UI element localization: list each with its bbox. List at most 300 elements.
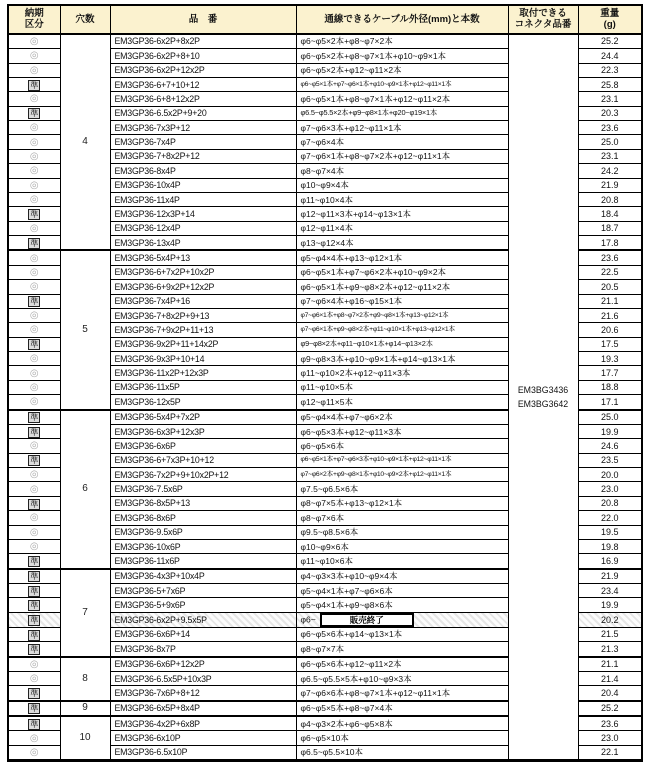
delivery-mark-cell — [8, 410, 60, 425]
part-number-cell: EM3GP36-9.5x6P — [110, 525, 296, 539]
cable-spec-cell — [296, 49, 508, 63]
weight-cell: 19.5 — [578, 525, 642, 539]
weight-cell: 23.4 — [578, 584, 642, 598]
stock-mark-icon: ◎ — [29, 673, 39, 685]
part-number-cell: EM3GP36-8x5P+13 — [110, 496, 296, 510]
semi-standard-mark-icon: 準 — [30, 719, 39, 729]
delivery-mark-cell — [8, 453, 60, 467]
delivery-mark-cell — [8, 584, 60, 598]
cable-spec-text: φ11~φ10×2本+φ12~φ11×3本 — [300, 368, 411, 379]
cable-spec-text: φ6~φ5×6本 — [300, 440, 345, 451]
weight-cell: 23.0 — [578, 731, 642, 745]
weight-cell: 20.4 — [578, 686, 642, 701]
cable-spec-cell — [296, 294, 508, 308]
cable-spec-cell — [296, 598, 508, 612]
weight-cell: 21.3 — [578, 642, 642, 657]
delivery-mark-cell — [8, 178, 60, 192]
cable-spec-text: φ7~φ6×4本 — [300, 137, 345, 148]
part-number-cell: EM3GP36-6x10P — [110, 731, 296, 745]
cable-spec-text: φ8~φ7×7本 — [300, 643, 345, 654]
part-number-cell: EM3GP36-12x4P — [110, 221, 296, 235]
delivery-mark-cell — [8, 77, 60, 91]
stock-mark-icon: ◎ — [29, 266, 39, 278]
weight-cell: 22.0 — [578, 511, 642, 525]
cable-spec-cell — [296, 77, 508, 91]
cable-spec-cell — [296, 280, 508, 294]
part-number-cell: EM3GP36-7+9x2P+11+13 — [110, 323, 296, 337]
stock-mark-icon: ◎ — [29, 541, 39, 553]
stock-mark-icon: ◎ — [29, 122, 39, 134]
cable-spec-cell — [296, 410, 508, 425]
semi-standard-mark-icon: 準 — [30, 238, 39, 248]
stock-mark-icon: ◎ — [29, 353, 39, 365]
part-number-cell: EM3GP36-6.5x2P+9+20 — [110, 106, 296, 120]
stock-mark-icon: ◎ — [29, 281, 39, 293]
semi-standard-mark-icon: 準 — [30, 644, 39, 654]
weight-cell: 19.9 — [578, 424, 642, 438]
cable-spec-cell — [296, 657, 508, 672]
delivery-mark-cell — [8, 323, 60, 337]
cable-spec-cell — [296, 453, 508, 467]
stock-mark-icon: ◎ — [29, 512, 39, 524]
delivery-mark-cell — [8, 294, 60, 308]
weight-cell: 23.6 — [578, 250, 642, 265]
header-weight-line1: 重量 — [600, 8, 620, 19]
delivery-mark-cell — [8, 337, 60, 351]
weight-cell: 20.2 — [578, 612, 642, 627]
cable-spec-text: φ6.5~φ5.5×2本+φ9~φ8×1本+φ20~φ19×1本 — [300, 108, 438, 118]
stock-mark-icon: ◎ — [29, 440, 39, 452]
cable-spec-text: φ7~φ6×6本+φ8~φ7×1本+φ12~φ11×1本 — [300, 687, 451, 698]
weight-cell: 20.8 — [578, 192, 642, 206]
header-row — [8, 5, 642, 34]
delivery-mark-cell — [8, 554, 60, 569]
cable-spec-text: φ6~φ5×10本 — [300, 733, 349, 744]
weight-cell: 21.4 — [578, 671, 642, 685]
part-number-cell: EM3GP36-4x3P+10x4P — [110, 569, 296, 584]
weight-cell: 21.6 — [578, 308, 642, 322]
delivery-mark-cell — [8, 395, 60, 410]
weight-cell: 21.5 — [578, 627, 642, 641]
semi-standard-mark-icon: 準 — [30, 630, 39, 640]
stock-mark-icon: ◎ — [29, 64, 39, 76]
part-number-cell: EM3GP36-10x6P — [110, 539, 296, 553]
cable-spec-cell — [296, 612, 508, 627]
cable-spec-cell — [296, 701, 508, 716]
part-number-cell: EM3GP36-5+9x6P — [110, 598, 296, 612]
delivery-mark-cell — [8, 250, 60, 265]
stock-mark-icon: ◎ — [29, 483, 39, 495]
weight-cell: 24.4 — [578, 49, 642, 63]
weight-cell: 21.1 — [578, 657, 642, 672]
cable-spec-cell — [296, 63, 508, 77]
cable-spec-cell — [296, 745, 508, 760]
part-number-cell: EM3GP36-5x4P+13 — [110, 250, 296, 265]
col-header-cable: 通線できるケーブル外径(mm)と本数 — [296, 5, 508, 34]
catalog-page — [7, 4, 643, 762]
weight-cell: 19.3 — [578, 352, 642, 366]
delivery-mark-cell — [8, 612, 60, 627]
header-delivery-line1: 納期 — [24, 8, 44, 19]
cable-spec-text: φ4~φ3×2本+φ6~φ5×8本 — [300, 718, 393, 729]
stock-mark-icon: ◎ — [29, 367, 39, 379]
delivery-mark-cell — [8, 686, 60, 701]
weight-cell: 23.5 — [578, 453, 642, 467]
semi-standard-mark-icon: 準 — [30, 80, 39, 90]
cable-spec-text: φ7~φ6×2本+φ9~φ8×1本+φ10~φ9×2本+φ12~φ11×1本 — [300, 470, 452, 478]
cable-spec-text: φ6~φ5×5本+φ8~φ7×4本 — [300, 703, 393, 714]
part-number-cell: EM3GP36-11x6P — [110, 554, 296, 569]
weight-cell: 20.5 — [578, 280, 642, 294]
stock-mark-icon: ◎ — [29, 252, 39, 264]
cable-spec-cell — [296, 121, 508, 135]
cable-spec-cell — [296, 149, 508, 163]
part-number-cell: EM3GP36-7+8x2P+9+13 — [110, 308, 296, 322]
cable-spec-cell — [296, 686, 508, 701]
cable-spec-text: φ6~φ5×6本+φ14~φ13×1本 — [300, 629, 403, 640]
header-weight-line2: (g) — [603, 19, 616, 31]
part-number-cell: EM3GP36-6x2P+8x2P — [110, 34, 296, 49]
semi-standard-mark-icon: 準 — [30, 704, 39, 714]
delivery-mark-cell — [8, 539, 60, 553]
cable-spec-text: φ12~φ11×3本+φ14~φ13×1本 — [300, 208, 412, 219]
semi-standard-mark-icon: 準 — [30, 109, 39, 119]
part-number-cell: EM3GP36-8x4P — [110, 164, 296, 178]
delivery-mark-cell — [8, 149, 60, 163]
weight-cell: 19.8 — [578, 539, 642, 553]
stock-mark-icon: ◎ — [29, 469, 39, 481]
delivery-mark-cell — [8, 207, 60, 221]
part-number-cell: EM3GP36-7.5x6P — [110, 482, 296, 496]
cable-spec-cell — [296, 192, 508, 206]
delivery-mark-cell — [8, 525, 60, 539]
weight-cell: 19.9 — [578, 598, 642, 612]
semi-standard-mark-icon: 準 — [30, 557, 39, 567]
connector-model: EM3BG3436 — [517, 384, 569, 395]
part-number-cell: EM3GP36-6.5x5P+10x3P — [110, 671, 296, 685]
delivery-mark-cell — [8, 236, 60, 251]
part-number-cell: EM3GP36-11x2P+12x3P — [110, 366, 296, 380]
cable-spec-text: φ7~φ6×1本+φ9~φ8×2本+φ11~φ10×1本+φ13~φ12×1本 — [300, 325, 455, 333]
cable-spec-text: φ6~φ5×2本+φ8~φ7×1本+φ10~φ9×1本 — [300, 50, 447, 61]
cable-spec-text: φ5~φ4×1本+φ7~φ6×6本 — [300, 585, 393, 596]
part-number-cell: EM3GP36-7x4P — [110, 135, 296, 149]
part-number-cell: EM3GP36-6+7x3P+10+12 — [110, 453, 296, 467]
cable-spec-cell — [296, 236, 508, 251]
part-number-cell: EM3GP36-6+7+10+12 — [110, 77, 296, 91]
cable-spec-text: φ8~φ7×4本 — [300, 165, 345, 176]
delivery-mark-cell — [8, 280, 60, 294]
delivery-mark-cell — [8, 63, 60, 77]
weight-cell: 25.8 — [578, 77, 642, 91]
delivery-mark-cell — [8, 424, 60, 438]
part-number-cell: EM3GP36-13x4P — [110, 236, 296, 251]
cable-spec-text: φ12~φ11×5本 — [300, 396, 353, 407]
part-number-cell: EM3GP36-6x3P+12x3P — [110, 424, 296, 438]
part-number-cell: EM3GP36-5+7x6P — [110, 584, 296, 598]
delivery-mark-cell — [8, 716, 60, 731]
cable-spec-cell — [296, 164, 508, 178]
cable-spec-cell — [296, 380, 508, 394]
part-number-cell: EM3GP36-6+7x2P+10x2P — [110, 265, 296, 279]
part-number-cell: EM3GP36-6.5x10P — [110, 745, 296, 760]
weight-cell: 22.5 — [578, 265, 642, 279]
cable-spec-cell — [296, 554, 508, 569]
stock-mark-icon: ◎ — [29, 194, 39, 206]
weight-cell: 20.0 — [578, 468, 642, 482]
stock-mark-icon: ◎ — [29, 324, 39, 336]
weight-cell: 21.1 — [578, 294, 642, 308]
semi-standard-mark-icon: 準 — [30, 456, 39, 466]
part-number-cell: EM3GP36-6+8+12x2P — [110, 92, 296, 106]
part-number-cell: EM3GP36-8x7P — [110, 642, 296, 657]
weight-cell: 24.2 — [578, 164, 642, 178]
cable-spec-cell — [296, 642, 508, 657]
weight-cell: 18.7 — [578, 221, 642, 235]
delivery-mark-cell — [8, 701, 60, 716]
cable-spec-text: φ10~φ9×4本 — [300, 180, 349, 191]
cable-spec-cell — [296, 525, 508, 539]
connector-model: EM3BG3642 — [517, 398, 569, 409]
col-header-weight — [578, 5, 642, 34]
part-number-cell: EM3GP36-12x5P — [110, 395, 296, 410]
weight-cell: 23.6 — [578, 716, 642, 731]
part-number-cell: EM3GP36-6x6P — [110, 439, 296, 453]
cable-spec-text: φ6~φ5×1本+φ7~φ6×2本+φ10~φ9×2本 — [300, 267, 447, 278]
delivery-mark-cell — [8, 352, 60, 366]
part-number-cell: EM3GP36-6x6P+14 — [110, 627, 296, 641]
col-header-connector — [508, 5, 578, 34]
weight-cell: 17.8 — [578, 236, 642, 251]
cable-spec-text: φ7~φ6×1本+φ8~φ7×2本+φ12~φ11×1本 — [300, 151, 451, 162]
cable-spec-text: φ6.5~φ5.5×10本 — [300, 747, 364, 758]
delivery-mark-cell — [8, 106, 60, 120]
cable-spec-cell — [296, 221, 508, 235]
delivery-mark-cell — [8, 468, 60, 482]
cable-spec-cell — [296, 395, 508, 410]
delivery-mark-cell — [8, 642, 60, 657]
cable-spec-cell — [296, 207, 508, 221]
cable-spec-cell — [296, 323, 508, 337]
stock-mark-icon: ◎ — [29, 165, 39, 177]
weight-cell: 22.3 — [578, 63, 642, 77]
cable-spec-text: φ4~φ3×3本+φ10~φ9×4本 — [300, 571, 398, 582]
stock-mark-icon: ◎ — [29, 93, 39, 105]
stock-mark-icon: ◎ — [29, 222, 39, 234]
hole-count-cell: 4 — [60, 34, 110, 251]
part-number-cell: EM3GP36-6x2P+9.5x5P — [110, 612, 296, 627]
weight-cell: 23.6 — [578, 121, 642, 135]
stock-mark-icon: ◎ — [29, 746, 39, 758]
delivery-mark-cell — [8, 657, 60, 672]
cable-spec-cell — [296, 439, 508, 453]
cable-spec-cell — [296, 106, 508, 120]
delivery-mark-cell — [8, 221, 60, 235]
weight-cell: 17.7 — [578, 366, 642, 380]
part-number-cell: EM3GP36-11x4P — [110, 192, 296, 206]
cable-spec-text: φ6~φ5×2本+φ8~φ7×2本 — [300, 36, 393, 47]
cable-spec-cell — [296, 671, 508, 685]
semi-standard-mark-icon: 準 — [30, 689, 39, 699]
weight-cell: 25.2 — [578, 34, 642, 49]
delivery-mark-cell — [8, 482, 60, 496]
cable-spec-text: φ9~φ8×2本+φ11~φ10×1本+φ14~φ13×2本 — [300, 339, 433, 349]
cable-spec-cell — [296, 308, 508, 322]
cable-spec-text: φ7~φ6×1本+φ8~φ7×2本+φ9~φ8×1本+φ13~φ12×1本 — [300, 311, 449, 319]
cable-spec-text: φ6~φ5×1本+φ7~φ6×3本+φ10~φ9×1本+φ12~φ11×1本 — [300, 456, 452, 464]
delivery-mark-cell — [8, 496, 60, 510]
cable-spec-text: φ6~φ5×6本+φ12~φ11×2本 — [300, 659, 402, 670]
hole-count-cell: 10 — [60, 716, 110, 761]
part-number-cell: EM3GP36-8x6P — [110, 511, 296, 525]
cable-spec-text: φ10~φ9×6本 — [300, 541, 349, 552]
stock-mark-icon: ◎ — [29, 658, 39, 670]
cable-spec-text: φ6~φ5×1本+φ8~φ7×1本+φ12~φ11×2本 — [300, 93, 451, 104]
weight-cell: 22.1 — [578, 745, 642, 760]
delivery-mark-cell — [8, 135, 60, 149]
delivery-mark-cell — [8, 745, 60, 760]
connector-models-cell — [508, 34, 578, 761]
weight-cell: 25.2 — [578, 701, 642, 716]
weight-cell: 25.0 — [578, 135, 642, 149]
weight-cell: 23.1 — [578, 92, 642, 106]
cable-spec-cell — [296, 135, 508, 149]
weight-cell: 24.6 — [578, 439, 642, 453]
header-connector-line2: コネクタ品番 — [514, 19, 572, 31]
semi-standard-mark-icon: 準 — [30, 615, 39, 625]
part-number-cell: EM3GP36-11x5P — [110, 380, 296, 394]
stock-mark-icon: ◎ — [29, 179, 39, 191]
stock-mark-icon: ◎ — [29, 136, 39, 148]
weight-cell: 17.1 — [578, 395, 642, 410]
cable-spec-text: φ8~φ7×5本+φ13~φ12×1本 — [300, 498, 403, 509]
header-delivery-line2: 区分 — [24, 19, 44, 31]
semi-standard-mark-icon: 準 — [30, 340, 39, 350]
weight-cell: 20.8 — [578, 496, 642, 510]
hole-count-cell: 8 — [60, 657, 110, 701]
weight-cell: 23.0 — [578, 482, 642, 496]
weight-cell: 20.3 — [578, 106, 642, 120]
cable-spec-text: φ9~φ8×3本+φ10~φ9×1本+φ14~φ13×1本 — [300, 353, 456, 364]
semi-standard-mark-icon: 準 — [30, 297, 39, 307]
hole-count-cell: 6 — [60, 410, 110, 569]
hole-count-cell: 9 — [60, 701, 110, 716]
cable-spec-cell — [296, 337, 508, 351]
delivery-mark-cell — [8, 34, 60, 49]
cable-spec-text: φ11~φ10×4本 — [300, 194, 353, 205]
delivery-mark-cell — [8, 627, 60, 641]
cable-spec-cell — [296, 539, 508, 553]
cable-spec-text: φ5~φ4×4本+φ7~φ6×2本 — [300, 412, 393, 423]
spec-table-body — [8, 34, 642, 761]
cable-spec-cell — [296, 424, 508, 438]
cable-spec-cell — [296, 178, 508, 192]
cable-spec-cell — [296, 569, 508, 584]
stock-mark-icon: ◎ — [29, 396, 39, 408]
cable-spec-cell — [296, 468, 508, 482]
semi-standard-mark-icon: 準 — [30, 427, 39, 437]
weight-cell: 18.8 — [578, 380, 642, 394]
delivery-mark-cell — [8, 308, 60, 322]
cable-spec-cell — [296, 92, 508, 106]
semi-standard-mark-icon: 準 — [30, 601, 39, 611]
cable-spec-cell — [296, 366, 508, 380]
weight-cell: 21.9 — [578, 178, 642, 192]
delivery-mark-cell — [8, 164, 60, 178]
cable-spec-text: φ6~φ5×3本+φ12~φ11×3本 — [300, 426, 402, 437]
cable-spec-cell — [296, 584, 508, 598]
delivery-mark-cell — [8, 92, 60, 106]
col-header-delivery — [8, 5, 60, 34]
semi-standard-mark-icon: 準 — [30, 210, 39, 220]
semi-standard-mark-icon: 準 — [30, 499, 39, 509]
delivery-mark-cell — [8, 49, 60, 63]
weight-cell: 23.1 — [578, 149, 642, 163]
semi-standard-mark-icon: 準 — [30, 586, 39, 596]
weight-cell: 17.5 — [578, 337, 642, 351]
cable-spec-text: φ6~φ5×1本+φ9~φ8×2本+φ12~φ11×2本 — [300, 281, 451, 292]
cable-spec-text: φ11~φ10×6本 — [300, 555, 353, 566]
cable-spec-cell — [296, 265, 508, 279]
cable-spec-cell — [296, 482, 508, 496]
stock-mark-icon: ◎ — [29, 150, 39, 162]
cable-spec-text: φ11~φ10×5本 — [300, 382, 353, 393]
delivery-mark-cell — [8, 121, 60, 135]
cable-spec-text: φ6.5~φ5.5×5本+φ10~φ9×3本 — [300, 673, 412, 684]
part-number-cell: EM3GP36-6x6P+12x2P — [110, 657, 296, 672]
delivery-mark-cell — [8, 192, 60, 206]
delivery-mark-cell — [8, 511, 60, 525]
part-number-cell: EM3GP36-6x2P+12x2P — [110, 63, 296, 77]
weight-cell: 20.6 — [578, 323, 642, 337]
semi-standard-mark-icon: 準 — [30, 413, 39, 423]
cable-spec-text: φ9.5~φ8.5×6本 — [300, 527, 359, 538]
stock-mark-icon: ◎ — [29, 310, 39, 322]
cable-spec-text: φ7~φ6×4本+φ16~φ15×1本 — [300, 296, 403, 307]
part-number-cell: EM3GP36-7x2P+9+10x2P+12 — [110, 468, 296, 482]
weight-cell: 25.0 — [578, 410, 642, 425]
stock-mark-icon: ◎ — [29, 526, 39, 538]
delivery-mark-cell — [8, 380, 60, 394]
part-number-cell: EM3GP36-6x5P+8x4P — [110, 701, 296, 716]
col-header-holes: 穴数 — [60, 5, 110, 34]
delivery-mark-cell — [8, 671, 60, 685]
cable-spec-cell — [296, 511, 508, 525]
cable-spec-cell — [296, 34, 508, 49]
delivery-mark-cell — [8, 366, 60, 380]
semi-standard-mark-icon: 準 — [30, 572, 39, 582]
weight-cell: 21.9 — [578, 569, 642, 584]
cable-spec-text: φ6~ — [300, 614, 316, 625]
part-number-cell: EM3GP36-7x3P+12 — [110, 121, 296, 135]
part-number-cell: EM3GP36-7x4P+16 — [110, 294, 296, 308]
cable-spec-text: φ7~φ6×3本+φ12~φ11×1本 — [300, 122, 402, 133]
cable-spec-cell — [296, 731, 508, 745]
cable-spec-cell — [296, 250, 508, 265]
weight-cell: 18.4 — [578, 207, 642, 221]
part-number-cell: EM3GP36-7x6P+8+12 — [110, 686, 296, 701]
delivery-mark-cell — [8, 731, 60, 745]
stock-mark-icon: ◎ — [29, 50, 39, 62]
cable-spec-text: φ5~φ4×1本+φ9~φ8×6本 — [300, 600, 393, 611]
part-number-cell: EM3GP36-6x2P+8+10 — [110, 49, 296, 63]
delivery-mark-cell — [8, 569, 60, 584]
part-number-cell: EM3GP36-7+8x2P+12 — [110, 149, 296, 163]
delivery-mark-cell — [8, 265, 60, 279]
cable-spec-text: φ12~φ11×4本 — [300, 223, 353, 234]
cable-spec-text: φ8~φ7×6本 — [300, 512, 345, 523]
part-number-cell: EM3GP36-12x3P+14 — [110, 207, 296, 221]
